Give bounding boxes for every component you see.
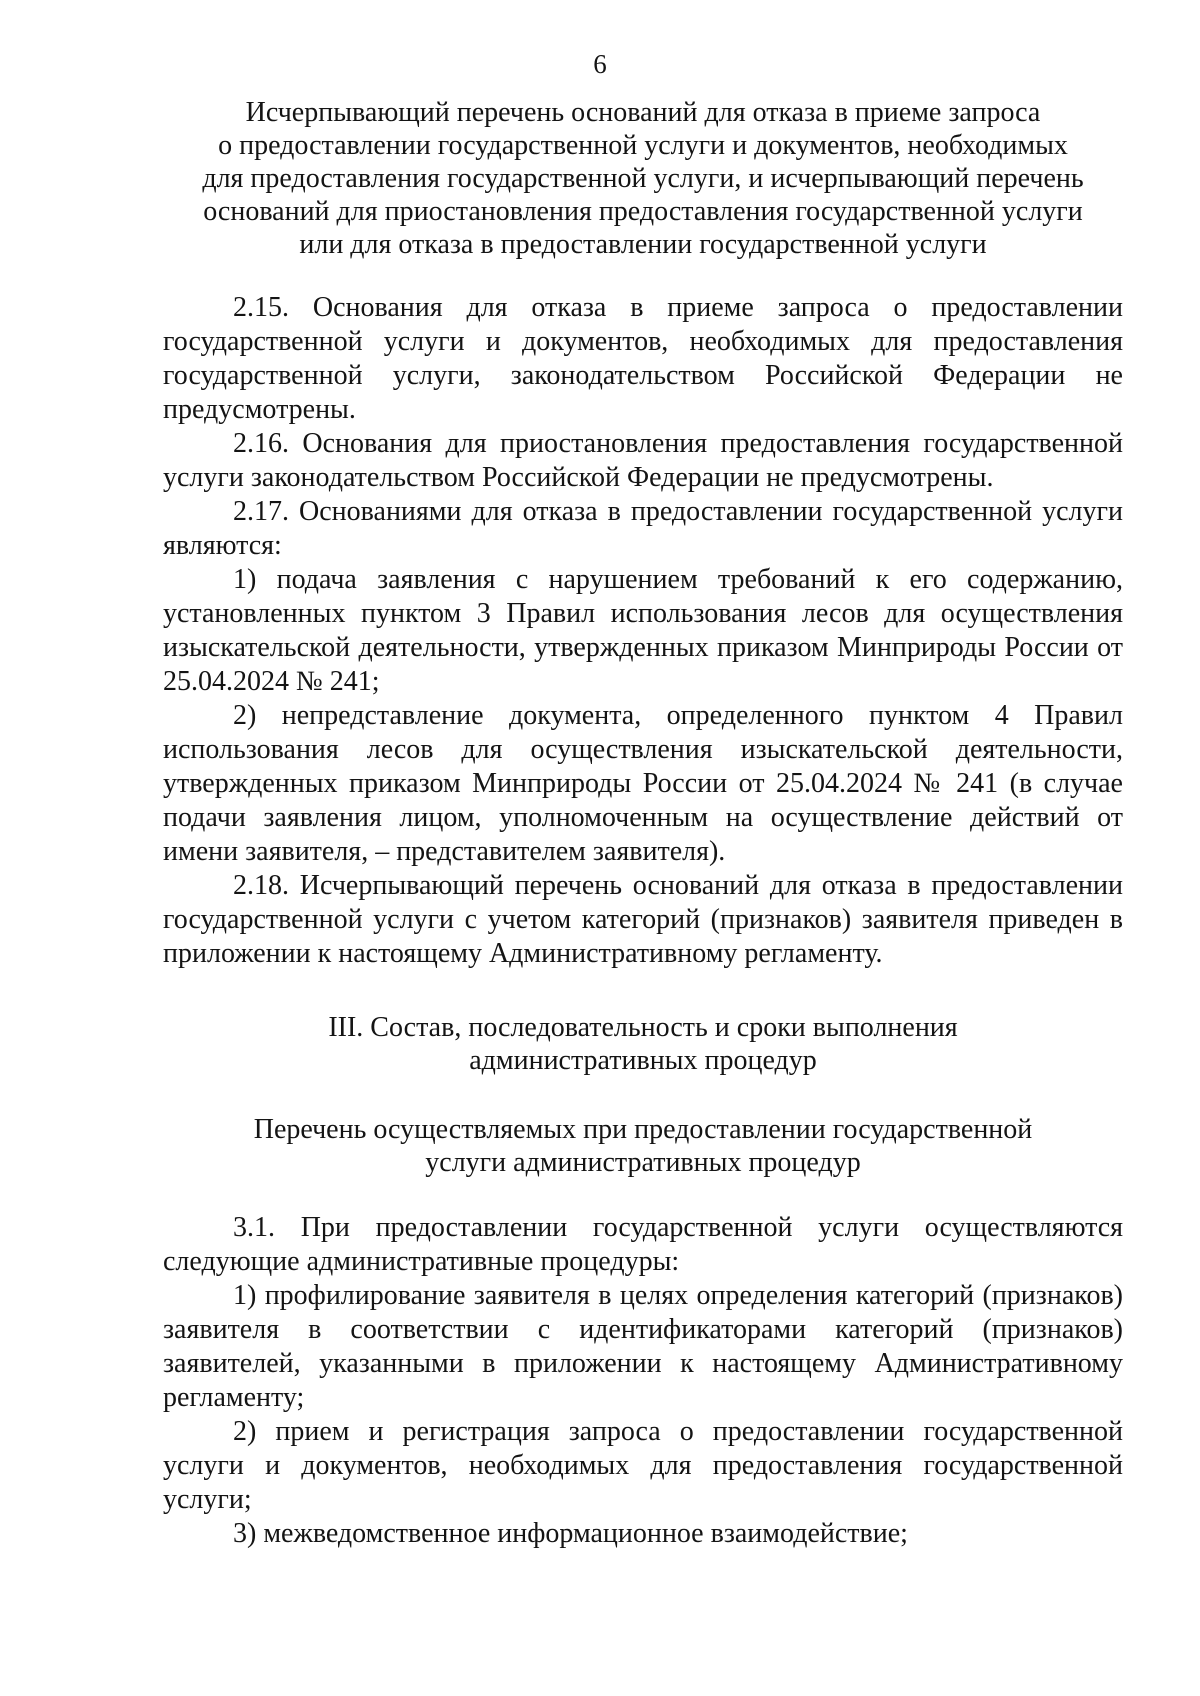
document-body [163,96,1123,1551]
heading-line: или для отказа в предоставлении государственной услуги [299,229,987,260]
subheading-procedures-list [163,1113,1123,1179]
spacer [163,261,1123,291]
list-item-2-17-1: 1) подача заявления с нарушением требований к его содержанию, установленных пунктом 3 Правил использования лесов для осуществления изыскательской деятельности, утвержденных приказом Минприроды России от 25.04.2024 № 241; [163,564,1123,697]
heading-line: оснований для приостановления предоставления государственной услуги [203,196,1083,227]
heading-line: административных процедур [469,1045,817,1076]
page-number: 6 [593,49,607,79]
section-heading-iii [163,1011,1123,1077]
heading-line: III. Состав, последовательность и сроки выполнения [328,1012,958,1043]
heading-line: Перечень осуществляемых при предоставлении государственной [253,1114,1033,1145]
paragraph-2-18: 2.18. Исчерпывающий перечень оснований для отказа в предоставлении государственной услуги с учетом категорий (признаков) заявителя приведен в приложении к настоящему Административному регламенту. [163,870,1123,969]
spacer [163,1077,1123,1113]
spacer [163,1179,1123,1211]
heading-line: Исчерпывающий перечень оснований для отказа в приеме запроса [245,97,1041,128]
list-item-3-1-1: 1) профилирование заявителя в целях определения категорий (признаков) заявителя в соответствии с идентификаторами категорий (признаков) заявителей, указанными в приложении к настоящему Административному регламенту; [163,1280,1123,1413]
list-item-3-1-3: 3) межведомственное информационное взаимодействие; [233,1518,908,1549]
paragraph-2-15: 2.15. Основания для отказа в приеме запроса о предоставлении государственной услуги и документов, необходимых для предоставления государственной услуги, законодательством Российской Федерации не предусмотрены. [163,292,1123,425]
heading-line: о предоставлении государственной услуги и документов, необходимых [218,130,1068,161]
list-item-3-1-2: 2) прием и регистрация запроса о предоставлении государственной услуги и документов, необходимых для предоставления государственной услуги; [163,1416,1123,1515]
paragraph-2-16: 2.16. Основания для приостановления предоставления государственной услуги законодательством Российской Федерации не предусмотрены. [163,428,1123,493]
list-item-2-17-2: 2) непредставление документа, определенного пунктом 4 Правил использования лесов для осуществления изыскательской деятельности, утвержденных приказом Минприроды России от 25.04.2024 № 241 (в случае подачи заявления лицом, уполномоченным на осуществление действий от имени заявителя, – представителем заявителя). [163,700,1123,867]
heading-line: для предоставления государственной услуги, и исчерпывающий перечень [202,163,1084,194]
paragraph-3-1: 3.1. При предоставлении государственной услуги осуществляются следующие административные процедуры: [163,1212,1123,1277]
paragraph-2-17: 2.17. Основаниями для отказа в предоставлении государственной услуги являются: [163,496,1123,561]
spacer [163,971,1123,1011]
section-heading-refusal-grounds [163,96,1123,261]
heading-line: услуги административных процедур [425,1147,861,1178]
